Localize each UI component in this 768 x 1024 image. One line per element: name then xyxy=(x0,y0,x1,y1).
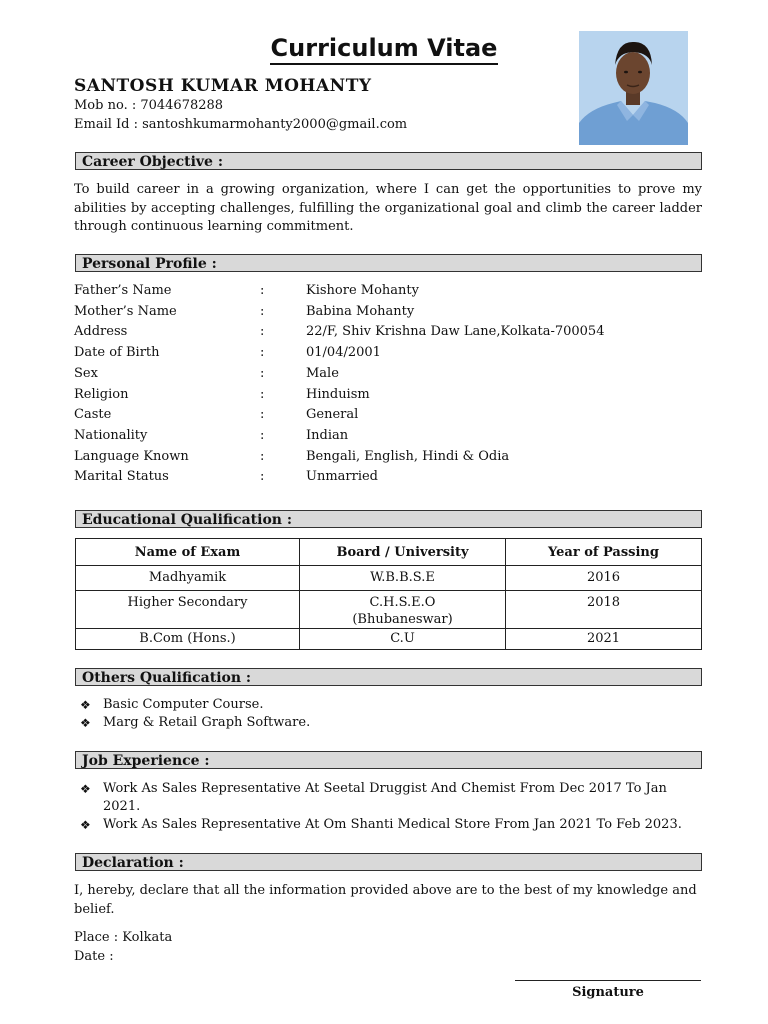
profile-label: Language Known xyxy=(74,448,189,464)
profile-label: Nationality xyxy=(74,427,148,443)
place-field: Place : Kolkata xyxy=(74,930,173,945)
candidate-name: SANTOSH KUMAR MOHANTY xyxy=(74,76,372,96)
profile-row xyxy=(74,304,702,324)
cell-board: W.B.B.S.E xyxy=(300,566,506,591)
profile-value: General xyxy=(306,407,359,423)
list-item: ❖ Work As Sales Representative At Om Shanti Medical Store From Jan 2021 To Feb 2023. xyxy=(80,817,682,832)
section-educational-qualification: Educational Qualification : xyxy=(75,510,702,528)
profile-separator: : xyxy=(260,427,265,443)
profile-separator: : xyxy=(260,386,265,402)
career-objective-text: To build career in a growing organization, where I can get the opportunities to prove my abilities by accepting challenges, fulfilling the organizational goal and climb the career ladder through continuous learning commitment. xyxy=(74,182,702,234)
profile-label: Mother’s Name xyxy=(74,303,177,319)
bullet-icon: ❖ xyxy=(80,782,91,796)
profile-value: Unmarried xyxy=(306,469,379,485)
profile-label: Religion xyxy=(74,386,129,402)
profile-row xyxy=(74,366,702,386)
profile-label: Caste xyxy=(74,407,112,423)
profile-value: Hinduism xyxy=(306,386,370,402)
list-item: ❖ Marg & Retail Graph Software. xyxy=(80,715,311,730)
document-title: Curriculum Vitae xyxy=(0,34,768,62)
profile-separator: : xyxy=(260,448,265,464)
profile-separator: : xyxy=(260,283,265,298)
table-row xyxy=(76,629,702,650)
profile-label: Address xyxy=(74,324,128,340)
profile-separator: : xyxy=(260,365,265,381)
profile-separator: : xyxy=(260,407,265,423)
profile-value: 22/F, Shiv Krishna Daw Lane,Kolkata-700054 xyxy=(306,324,605,340)
column-header-board: Board / University xyxy=(300,539,506,566)
section-job-experience: Job Experience : xyxy=(75,751,702,769)
education-table-header xyxy=(76,539,702,566)
profile-row xyxy=(74,283,702,303)
profile-photo xyxy=(579,31,688,145)
profile-row xyxy=(74,428,702,448)
profile-label: Date of Birth xyxy=(74,345,160,361)
cell-board: C.U xyxy=(300,629,506,650)
date-field: Date : xyxy=(74,949,114,964)
bullet-icon: ❖ xyxy=(80,818,91,832)
signature-line xyxy=(515,980,701,981)
profile-row xyxy=(74,324,702,344)
profile-row xyxy=(74,387,702,407)
cell-board: C.H.S.E.O (Bhubaneswar) xyxy=(300,591,506,629)
section-personal-profile: Personal Profile : xyxy=(75,254,702,272)
cell-year: 2018 xyxy=(506,591,702,629)
profile-label: Father’s Name xyxy=(74,283,172,298)
profile-separator: : xyxy=(260,303,265,319)
cell-year: 2016 xyxy=(506,566,702,591)
profile-value: Indian xyxy=(306,427,349,443)
profile-label: Sex xyxy=(74,365,98,381)
cell-exam: B.Com (Hons.) xyxy=(76,629,300,650)
cell-year: 2021 xyxy=(506,629,702,650)
mobile-number: Mob no. : 7044678288 xyxy=(74,98,224,113)
signature-label: Signature xyxy=(572,985,644,1000)
section-career-objective: Career Objective : xyxy=(75,152,702,170)
profile-value: Kishore Mohanty xyxy=(306,283,419,298)
profile-row xyxy=(74,407,702,427)
table-row xyxy=(76,566,702,591)
profile-value: Babina Mohanty xyxy=(306,303,415,319)
cell-exam: Higher Secondary xyxy=(76,591,300,629)
column-header-year: Year of Passing xyxy=(506,539,702,566)
column-header-exam: Name of Exam xyxy=(76,539,300,566)
profile-separator: : xyxy=(260,324,265,340)
profile-value: 01/04/2001 xyxy=(306,345,381,361)
bullet-icon: ❖ xyxy=(80,716,91,730)
profile-separator: : xyxy=(260,345,265,361)
profile-separator: : xyxy=(260,469,265,485)
profile-row xyxy=(74,449,702,469)
section-declaration: Declaration : xyxy=(75,853,702,871)
profile-value: Male xyxy=(306,365,339,381)
profile-row xyxy=(74,345,702,365)
table-row xyxy=(76,591,702,629)
education-table xyxy=(75,538,702,650)
profile-row xyxy=(74,469,702,489)
section-others-qualification: Others Qualification : xyxy=(75,668,702,686)
list-item: ❖ Work As Sales Representative At Seetal Druggist And Chemist From Dec 2017 To Jan 2021. xyxy=(80,781,667,814)
profile-value: Bengali, English, Hindi & Odia xyxy=(306,448,510,464)
profile-label: Marital Status xyxy=(74,469,169,485)
bullet-icon: ❖ xyxy=(80,698,91,712)
list-item: ❖ Basic Computer Course. xyxy=(80,697,264,712)
declaration-text: I, hereby, declare that all the information provided above are to the best of my knowledge and belief. xyxy=(74,883,697,917)
cell-exam: Madhyamik xyxy=(76,566,300,591)
email-address: Email Id : santoshkumarmohanty2000@gmail.com xyxy=(74,117,408,132)
